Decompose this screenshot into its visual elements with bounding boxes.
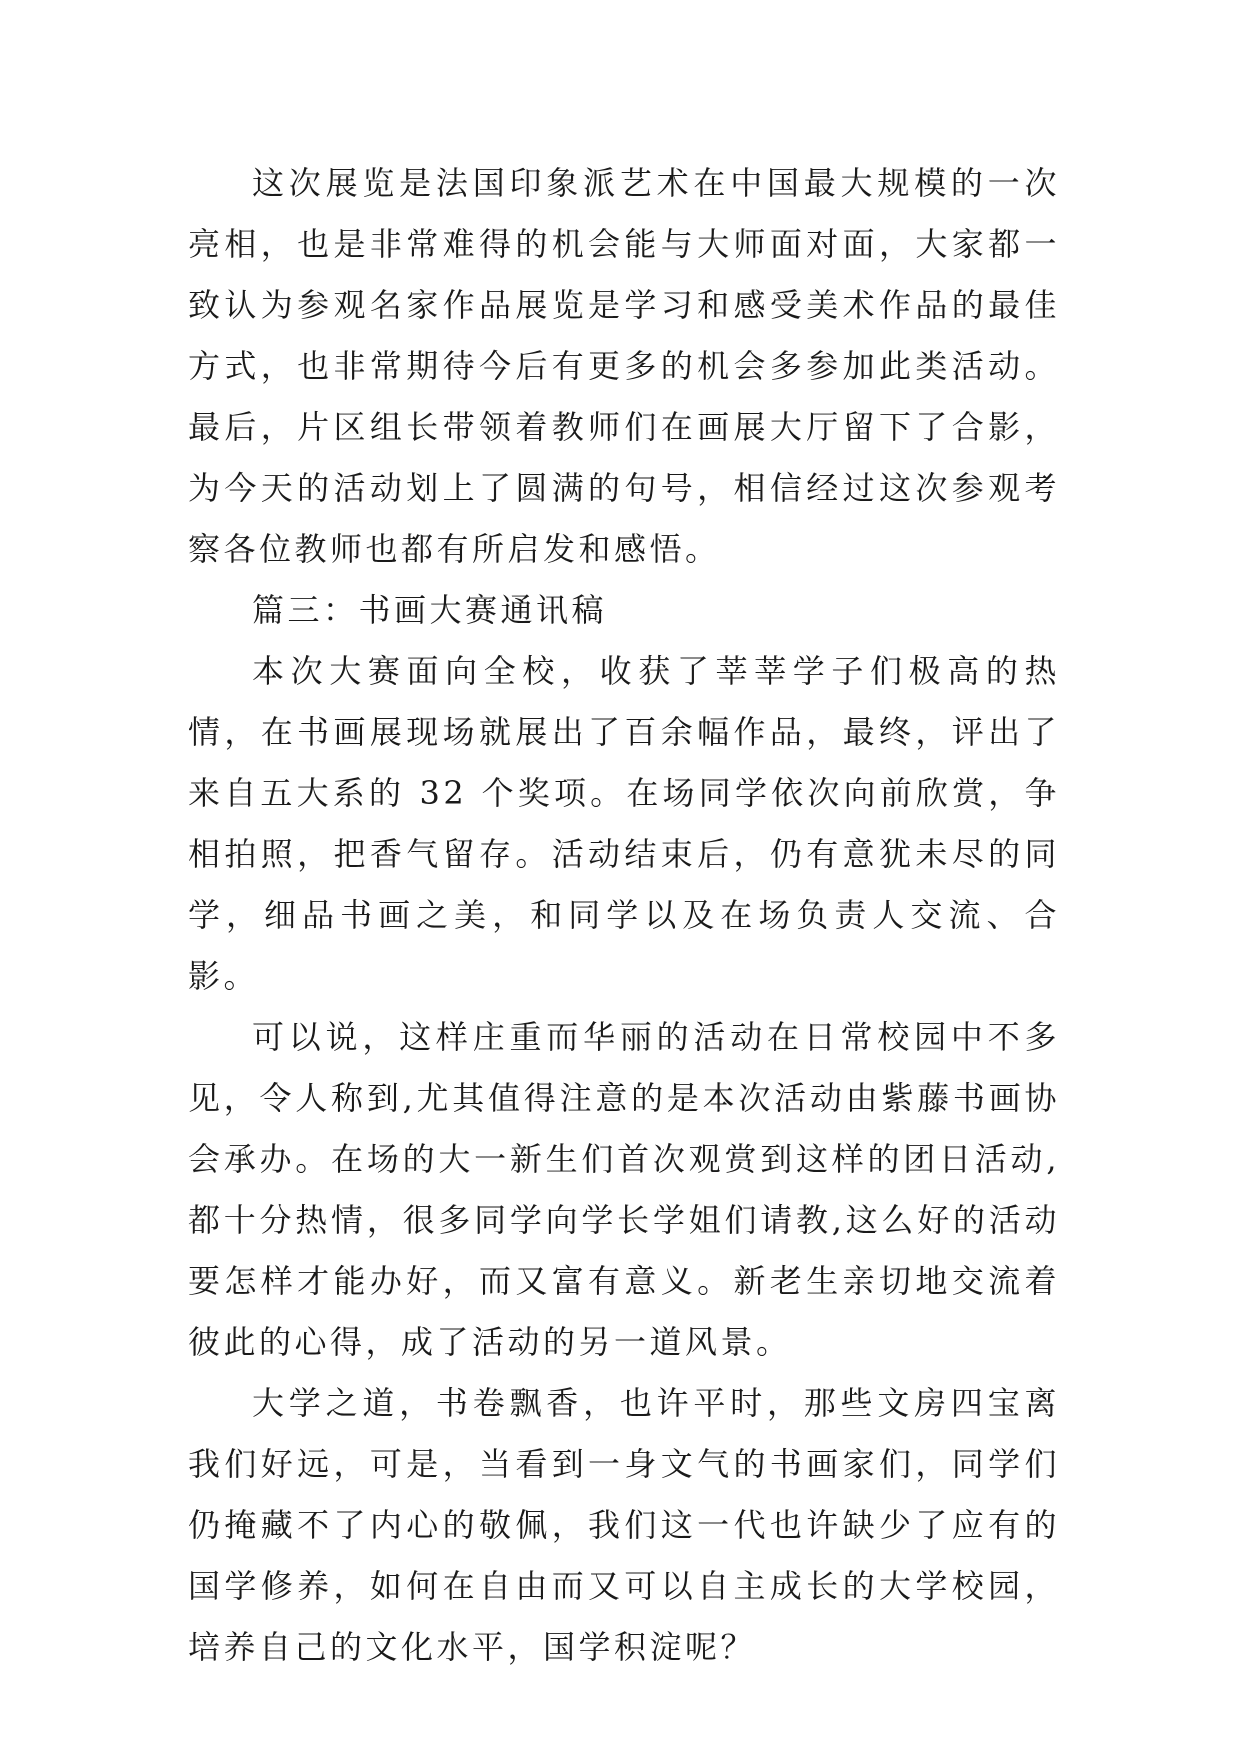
paragraph-contest-overview: 本次大赛面向全校，收获了莘莘学子们极高的热情，在书画展现场就展出了百余幅作品，最终，评出了来自五大系的 32 个奖项。在场同学依次向前欣赏，争相拍照，把香气留存。活动结束后，仍有意犹未尽的同学，细品书画之美，和同学以及在场负责人交流、合影。 [188, 652, 1060, 995]
paragraph-contest-reflection: 大学之道，书卷飘香，也许平时，那些文房四宝离我们好远，可是，当看到一身文气的书画家们，同学们仍掩藏不了内心的敬佩，我们这一代也许缺少了应有的国学修养，如何在自由而又可以自主成长的大学校园，培养自己的文化水平，国学积淀呢？ [188, 1384, 1060, 1666]
document-body [188, 153, 1060, 1678]
paragraph-contest-atmosphere: 可以说，这样庄重而华丽的活动在日常校园中不多见，令人称到,尤其值得注意的是本次活动由紫藤书画协会承办。在场的大一新生们首次观赏到这样的团日活动,都十分热情，很多同学向学长学姐们请教,这么好的活动要怎样才能办好，而又富有意义。新老生亲切地交流着彼此的心得，成了活动的另一道风景。 [188, 1018, 1060, 1361]
paragraph-exhibition-summary: 这次展览是法国印象派艺术在中国最大规模的一次亮相，也是非常难得的机会能与大师面对面，大家都一致认为参观名家作品展览是学习和感受美术作品的最佳方式，也非常期待今后有更多的机会多参加此类活动。最后，片区组长带领着教师们在画展大厅留下了合影，为今天的活动划上了圆满的句号，相信经过这次参观考察各位教师也都有所启发和感悟。 [188, 164, 1060, 568]
section-heading: 篇三：书画大赛通讯稿 [252, 591, 608, 629]
